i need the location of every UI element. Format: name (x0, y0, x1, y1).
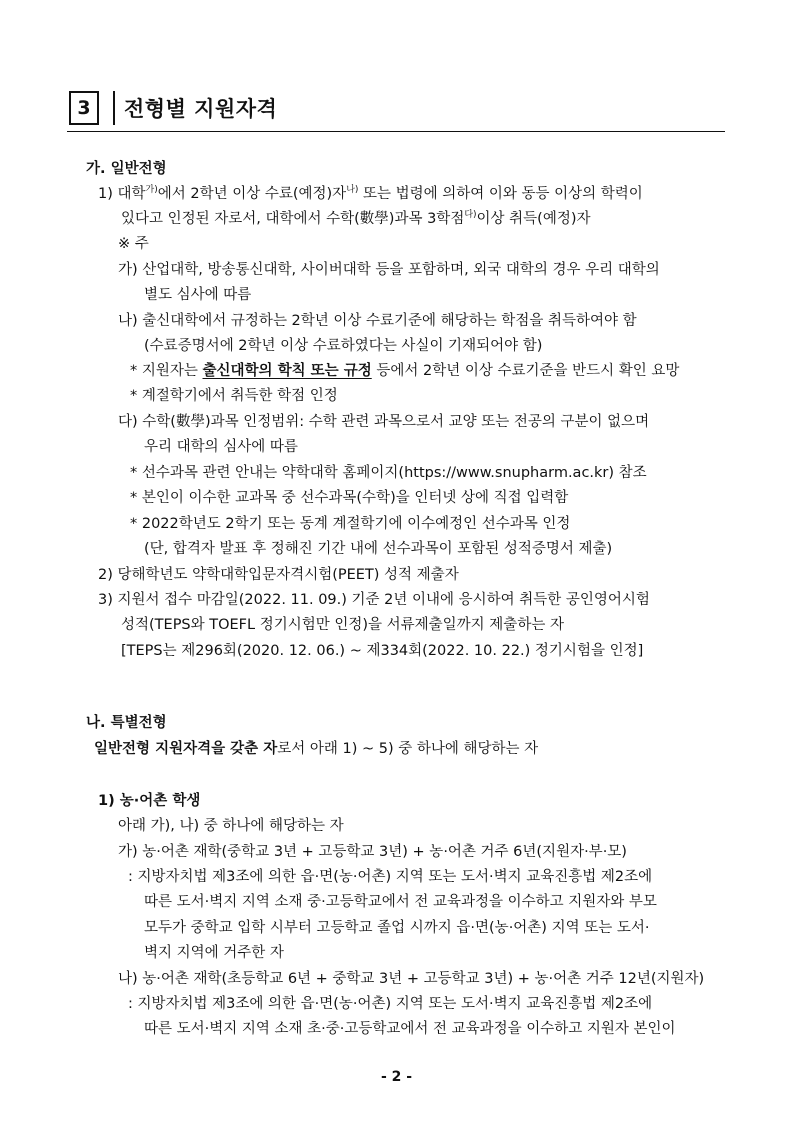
note-da-star3: * 2022학년도 2학기 또는 동계 계절학기에 이수예정인 선수과목 인정 (130, 516, 571, 532)
note-da-line1: 다) 수학(數學)과목 인정범위: 수학 관련 과목으로서 교양 또는 전공의 구분이 없으며 (118, 414, 650, 430)
section-title: 전형별 지원자격 (124, 97, 278, 121)
note-na-line2: (수료증명서에 2학년 이상 수료하였다는 사실이 기재되어야 함) (144, 338, 543, 354)
general-item-3-line1: 3) 지원서 접수 마감일(2022. 11. 09.) 기준 2년 이내에 응시하여 취득한 공인영어시험 (98, 592, 650, 608)
note-da-star2: * 본인이 이수한 교과목 중 선수과목(수학)을 인터넷 상에 직접 입력함 (130, 490, 569, 506)
note-da-star3-line2: (단, 합격자 발표 후 정해진 기간 내에 선수과목이 포함된 성적증명서 제출) (144, 541, 613, 557)
general-item-3-line3: [TEPS는 제296회(2020. 12. 06.) ~ 제334회(2022. 10. 22.) 정기시험을 인정] (121, 643, 644, 659)
general-item-2: 2) 당해학년도 약학대학입문자격시험(PEET) 성적 제출자 (98, 567, 459, 583)
special-sub1-intro: 아래 가), 나) 중 하나에 해당하는 자 (118, 818, 344, 834)
note-na-star1: * 지원자는 출신대학의 학칙 또는 규정 등에서 2학년 이상 수료기준을 반드시 확인 요망 (130, 363, 680, 379)
rural-na-title: 나) 농·어촌 재학(초등학교 6년 + 중학교 3년 + 고등학교 3년) + 농·어촌 거주 12년(지원자) (118, 971, 705, 987)
note-na-line1: 나) 출신대학에서 규정하는 2학년 이상 수료기준에 해당하는 학점을 취득하여야 함 (118, 313, 637, 329)
section-number: 3 (77, 97, 91, 119)
special-intro: 일반전형 지원자격을 갖춘 자로서 아래 1) ~ 5) 중 하나에 해당하는 자 (94, 741, 539, 757)
rural-na-desc1: : 지방자치법 제3조에 의한 읍·면(농·어촌) 지역 또는 도서·벽지 교육진흥법 제2조에 (128, 996, 653, 1012)
rural-ga-desc3: 모두가 중학교 입학 시부터 고등학교 졸업 시까지 읍·면(농·어촌) 지역 또는 도서· (144, 920, 650, 936)
rural-ga-desc4: 벽지 지역에 거주한 자 (144, 945, 284, 961)
note-ga-line2: 별도 심사에 따름 (144, 287, 252, 303)
note-na-star2: * 계절학기에서 취득한 학점 인정 (130, 388, 338, 404)
note-ga-line1: 가) 산업대학, 방송통신대학, 사이버대학 등을 포함하며, 외국 대학의 경우 우리 대학의 (118, 262, 660, 278)
section-number-box (69, 91, 99, 125)
special-heading: 나. 특별전형 (86, 715, 167, 731)
rural-na-desc2: 따른 도서·벽지 지역 소재 초·중·고등학교에서 전 교육과정을 이수하고 지원자 본인이 (144, 1021, 676, 1037)
special-sub1-heading: 1) 농·어촌 학생 (98, 793, 201, 809)
rural-ga-title: 가) 농·어촌 재학(중학교 3년 + 고등학교 3년) + 농·어촌 거주 6년(지원자·부·모) (118, 844, 627, 860)
section-divider-bar (113, 91, 115, 125)
rural-ga-desc2: 따른 도서·벽지 지역 소재 중·고등학교에서 전 교육과정을 이수하고 지원자와 부모 (144, 894, 657, 910)
general-item-3-line2: 성적(TEPS와 TOEFL 정기시험만 인정)을 서류제출일까지 제출하는 자 (121, 617, 564, 633)
page-number: - 2 - (380, 1069, 413, 1085)
general-heading: 가. 일반전형 (86, 161, 167, 177)
rural-ga-desc1: : 지방자치법 제3조에 의한 읍·면(농·어촌) 지역 또는 도서·벽지 교육진흥법 제2조에 (128, 869, 653, 885)
note-label: ※ 주 (118, 236, 149, 252)
section-rule (67, 131, 725, 132)
general-item-1: 1) 대학$^{가)}$에서 2학년 이상 수료(예정)자$^{나)}$ 또는 법령에 의하여 이와 동등 이상의 학력이 (98, 185, 643, 202)
emphasis-underline: 출신대학의 학칙 또는 규정 (202, 363, 372, 379)
note-da-line2: 우리 대학의 심사에 따름 (144, 439, 298, 455)
note-da-star1: * 선수과목 관련 안내는 약학대학 홈페이지(https://www.snupharm.ac.kr) 참조 (130, 465, 647, 481)
general-item-1-line2: 있다고 인정된 자로서, 대학에서 수학(數學)과목 3학점$^{다)}$이상 취득(예정)자 (121, 210, 591, 227)
